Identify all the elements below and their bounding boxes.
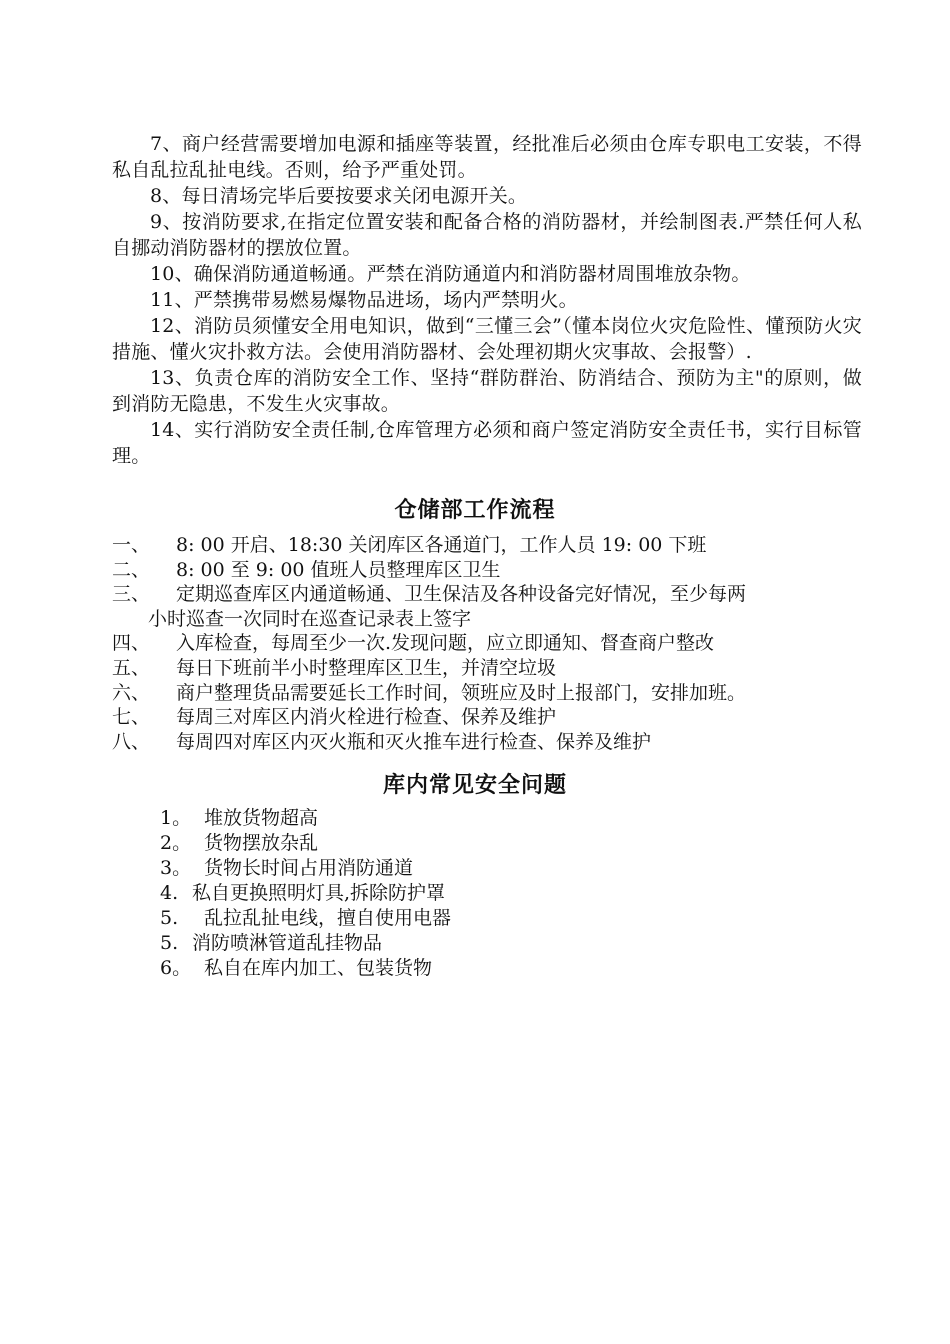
item-number: 6。 [160,957,192,979]
step-text: 每日下班前半小时整理库区卫生，并清空垃圾 [176,656,557,679]
workflow-step [112,631,862,656]
step-number: 三、 [112,583,151,606]
step-number: 二、 [112,558,151,581]
safety-issues-list [160,806,760,981]
item-number: 3。 [160,857,192,879]
rule-paragraph: 14、实行消防安全责任制,仓库管理方必须和商户签定消防安全责任书，实行目标管理。 [112,419,862,467]
step-text: 8: 00 开启、18:30 关闭库区各通道门，工作人员 19: 00 下班 [176,534,707,556]
item-text: 堆放货物超高 [204,807,319,829]
item-number: 2。 [160,832,192,854]
rule-paragraph: 11、严禁携带易燃易爆物品进场，场内严禁明火。 [150,289,578,311]
step-text: 入库检查，每周至少一次.发现问题，应立即通知、督查商户整改 [176,632,715,655]
list-item [160,906,760,931]
workflow-heading: 仓储部工作流程 [394,498,556,523]
workflow-step [112,681,862,706]
rule-paragraph: 13、负责仓库的消防安全工作、坚持“群防群治、防消结合、预防为主"的原则，做到消防无隐患，不发生火灾事故。 [112,367,862,415]
item-text: 乱拉乱扯电线，擅自使用电器 [204,907,452,929]
list-item [160,881,760,906]
step-number: 五、 [112,656,151,679]
step-continuation: 小时巡查一次同时在巡查记录表上签字 [148,607,472,630]
workflow-step [112,656,862,681]
item-text: 私自更换照明灯具,拆除防护罩 [192,882,446,904]
step-number: 七、 [112,706,151,729]
list-item [160,931,760,956]
item-text: 货物长时间占用消防通道 [204,857,414,879]
workflow-step [112,533,862,558]
workflow-steps [112,533,862,754]
item-text: 货物摆放杂乱 [204,832,319,854]
step-number: 六、 [112,681,151,704]
step-text: 定期巡查库区内通道畅通、卫生保洁及各种设备完好情况，至少每两 [176,583,747,606]
step-text: 商户整理货品需要延长工作时间，领班应及时上报部门，安排加班。 [176,681,747,704]
item-number: 5. [160,907,179,929]
rule-paragraph: 9、按消防要求,在指定位置安装和配备合格的消防器材，并绘制图表.严禁任何人私自挪动消防器材的摆放位置。 [112,211,862,259]
workflow-step [112,730,862,755]
list-item [160,831,760,856]
list-item [160,856,760,881]
step-number: 八、 [112,730,151,753]
rule-paragraph: 8、每日清场完毕后要按要求关闭电源开关。 [150,185,528,207]
item-number: 4. [160,882,179,904]
workflow-step [112,558,862,583]
item-text: 私自在库内加工、包装货物 [204,957,433,979]
workflow-step [112,582,862,607]
item-number: 1。 [160,807,192,829]
workflow-step [112,705,862,730]
rule-paragraph: 10、确保消防通道畅通。严禁在消防通道内和消防器材周围堆放杂物。 [150,263,751,285]
rule-paragraph: 7、商户经营需要增加电源和插座等装置，经批准后必须由仓库专职电工安装，不得私自乱拉乱扯电线。否则，给予严重处罚。 [112,133,862,181]
step-number: 四、 [112,632,151,655]
item-number: 5. [160,932,179,954]
rule-paragraph: 12、消防员须懂安全用电知识，做到“三懂三会”（懂本岗位火灾危险性、懂预防火灾措施、懂火灾扑救方法。会使用消防器材、会处理初期火灾事故、会报警）. [112,315,862,363]
fire-safety-rules [112,131,862,469]
item-text: 消防喷淋管道乱挂物品 [192,932,383,954]
step-text: 8: 00 至 9: 00 值班人员整理库区卫生 [176,558,501,581]
list-item [160,806,760,831]
step-number: 一、 [112,534,151,556]
step-text: 每周三对库区内消火栓进行检查、保养及维护 [176,706,557,729]
safety-heading: 库内常见安全问题 [382,773,567,798]
step-text: 每周四对库区内灭火瓶和灭火推车进行检查、保养及维护 [176,730,652,753]
list-item [160,956,760,981]
